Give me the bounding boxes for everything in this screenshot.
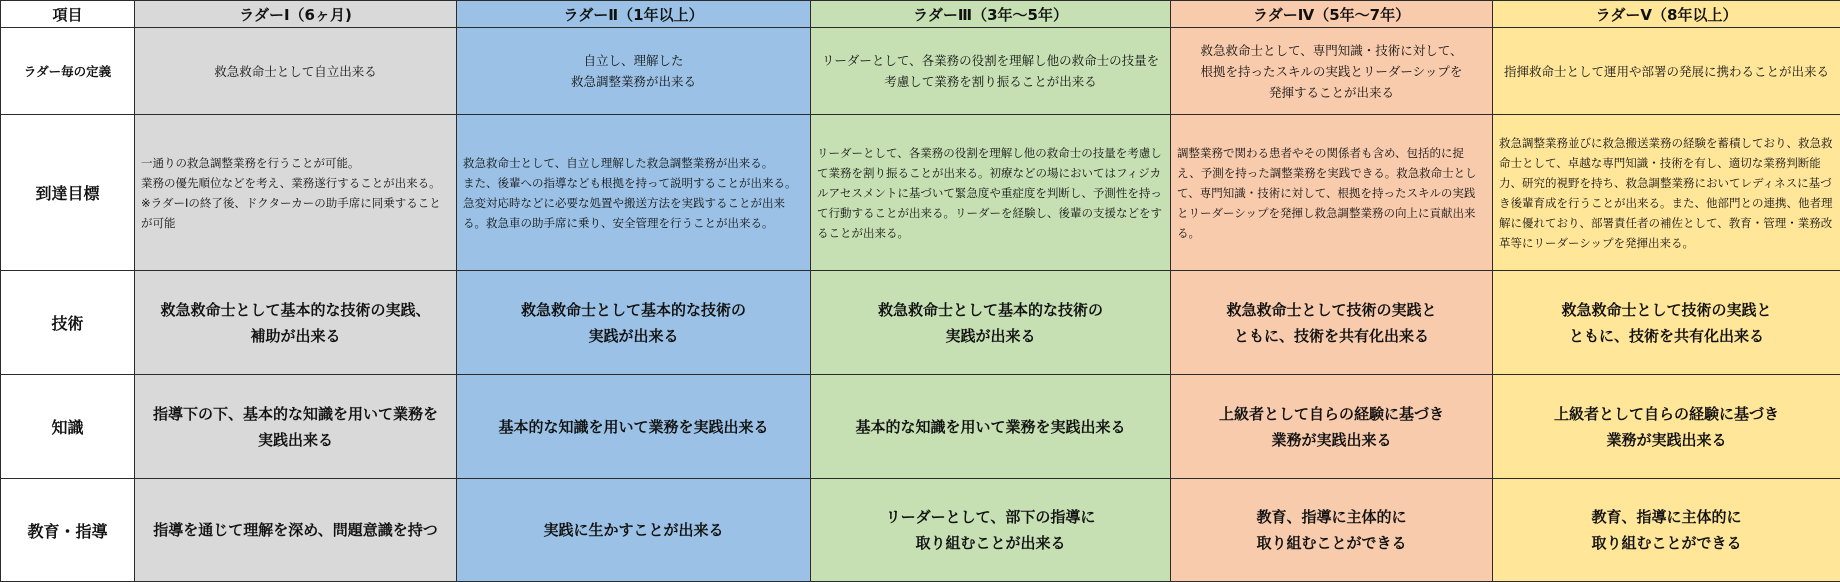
row-skill (1, 271, 1840, 375)
goal-ladder-3: リーダーとして、各業務の役割を理解し他の救命士の技量を考慮して業務を割り振ることが出来る。初療などの場においてはフィジカルアセスメントに基づいて緊急度や重症度を判断し、予測性を持って行動することが出来る。リーダーを経験し、後輩の支援などをすることが出来る。 (811, 115, 1171, 271)
education-ladder-5: 教育、指導に主体的に 取り組むことができる (1493, 479, 1840, 582)
row-knowledge (1, 375, 1840, 479)
header-ladder-3: ラダーⅢ（3年～5年） (811, 1, 1171, 28)
goal-ladder-5: 救急調整業務並びに救急搬送業務の経験を蓄積しており、救急救命士として、卓越な専門知識・技術を有し、適切な業務判断能力、研究的視野を持ち、救急調整業務においてレディネスに基づき後輩育成を行うことが出来る。また、他部門との連携、他者理解に優れており、部署責任者の補佐として、教育・管理・業務改革等にリーダーシップを発揮出来る。 (1493, 115, 1840, 271)
row-goal (1, 115, 1840, 271)
definition-ladder-3: リーダーとして、各業務の役割を理解し他の救命士の技量を 考慮して業務を割り振ることが出来る (811, 28, 1171, 115)
definition-ladder-1: 救急救命士として自立出来る (135, 28, 457, 115)
skill-ladder-1: 救急救命士として基本的な技術の実践、 補助が出来る (135, 271, 457, 375)
row-label-skill: 技術 (1, 271, 135, 375)
definition-ladder-2: 自立し、理解した 救急調整業務が出来る (457, 28, 811, 115)
skill-ladder-5: 救急救命士として技術の実践と ともに、技術を共有化出来る (1493, 271, 1840, 375)
knowledge-ladder-2: 基本的な知識を用いて業務を実践出来る (457, 375, 811, 479)
row-label-definition: ラダー毎の定義 (1, 28, 135, 115)
skill-ladder-3: 救急救命士として基本的な技術の 実践が出来る (811, 271, 1171, 375)
goal-ladder-4: 調整業務で関わる患者やその関係者も含め、包括的に捉え、予測を持った調整業務を実践できる。救急救命士として、専門知識・技術に対して、根拠を持ったスキルの実践とリーダーシップを発揮し救急調整業務の向上に貢献出来る。 (1171, 115, 1493, 271)
skill-ladder-2: 救急救命士として基本的な技術の 実践が出来る (457, 271, 811, 375)
knowledge-ladder-1: 指導下の下、基本的な知識を用いて業務を 実践出来る (135, 375, 457, 479)
row-label-education: 教育・指導 (1, 479, 135, 582)
definition-ladder-5: 指揮救命士として運用や部署の発展に携わることが出来る (1493, 28, 1840, 115)
header-row (1, 1, 1840, 28)
row-label-goal: 到達目標 (1, 115, 135, 271)
header-ladder-2: ラダーⅡ（1年以上） (457, 1, 811, 28)
knowledge-ladder-3: 基本的な知識を用いて業務を実践出来る (811, 375, 1171, 479)
row-education (1, 479, 1840, 582)
header-ladder-1: ラダーⅠ（6ヶ月) (135, 1, 457, 28)
skill-ladder-4: 救急救命士として技術の実践と ともに、技術を共有化出来る (1171, 271, 1493, 375)
row-label-knowledge: 知識 (1, 375, 135, 479)
header-ladder-5: ラダーⅤ（8年以上） (1493, 1, 1840, 28)
definition-ladder-4: 救急救命士として、専門知識・技術に対して、 根拠を持ったスキルの実践とリーダーシップを 発揮することが出来る (1171, 28, 1493, 115)
education-ladder-3: リーダーとして、部下の指導に 取り組むことが出来る (811, 479, 1171, 582)
knowledge-ladder-4: 上級者として自らの経験に基づき 業務が実践出来る (1171, 375, 1493, 479)
header-item: 項目 (1, 1, 135, 28)
education-ladder-2: 実践に生かすことが出来る (457, 479, 811, 582)
education-ladder-1: 指導を通じて理解を深め、問題意識を持つ (135, 479, 457, 582)
row-definition (1, 28, 1840, 115)
goal-ladder-2: 救急救命士として、自立し理解した救急調整業務が出来る。 また、後輩への指導なども根拠を持って説明することが出来る。急変対応時などに必要な処置や搬送方法を実践することが出来る。救急車の助手席に乗り、安全管理を行うことが出来る。 (457, 115, 811, 271)
header-ladder-4: ラダーⅣ（5年～7年） (1171, 1, 1493, 28)
goal-ladder-1: 一通りの救急調整業務を行うことが可能。 業務の優先順位などを考え、業務遂行することが出来る。 ※ラダーⅠの終了後、ドクターカーの助手席に同乗することが可能 (135, 115, 457, 271)
knowledge-ladder-5: 上級者として自らの経験に基づき 業務が実践出来る (1493, 375, 1840, 479)
education-ladder-4: 教育、指導に主体的に 取り組むことができる (1171, 479, 1493, 582)
